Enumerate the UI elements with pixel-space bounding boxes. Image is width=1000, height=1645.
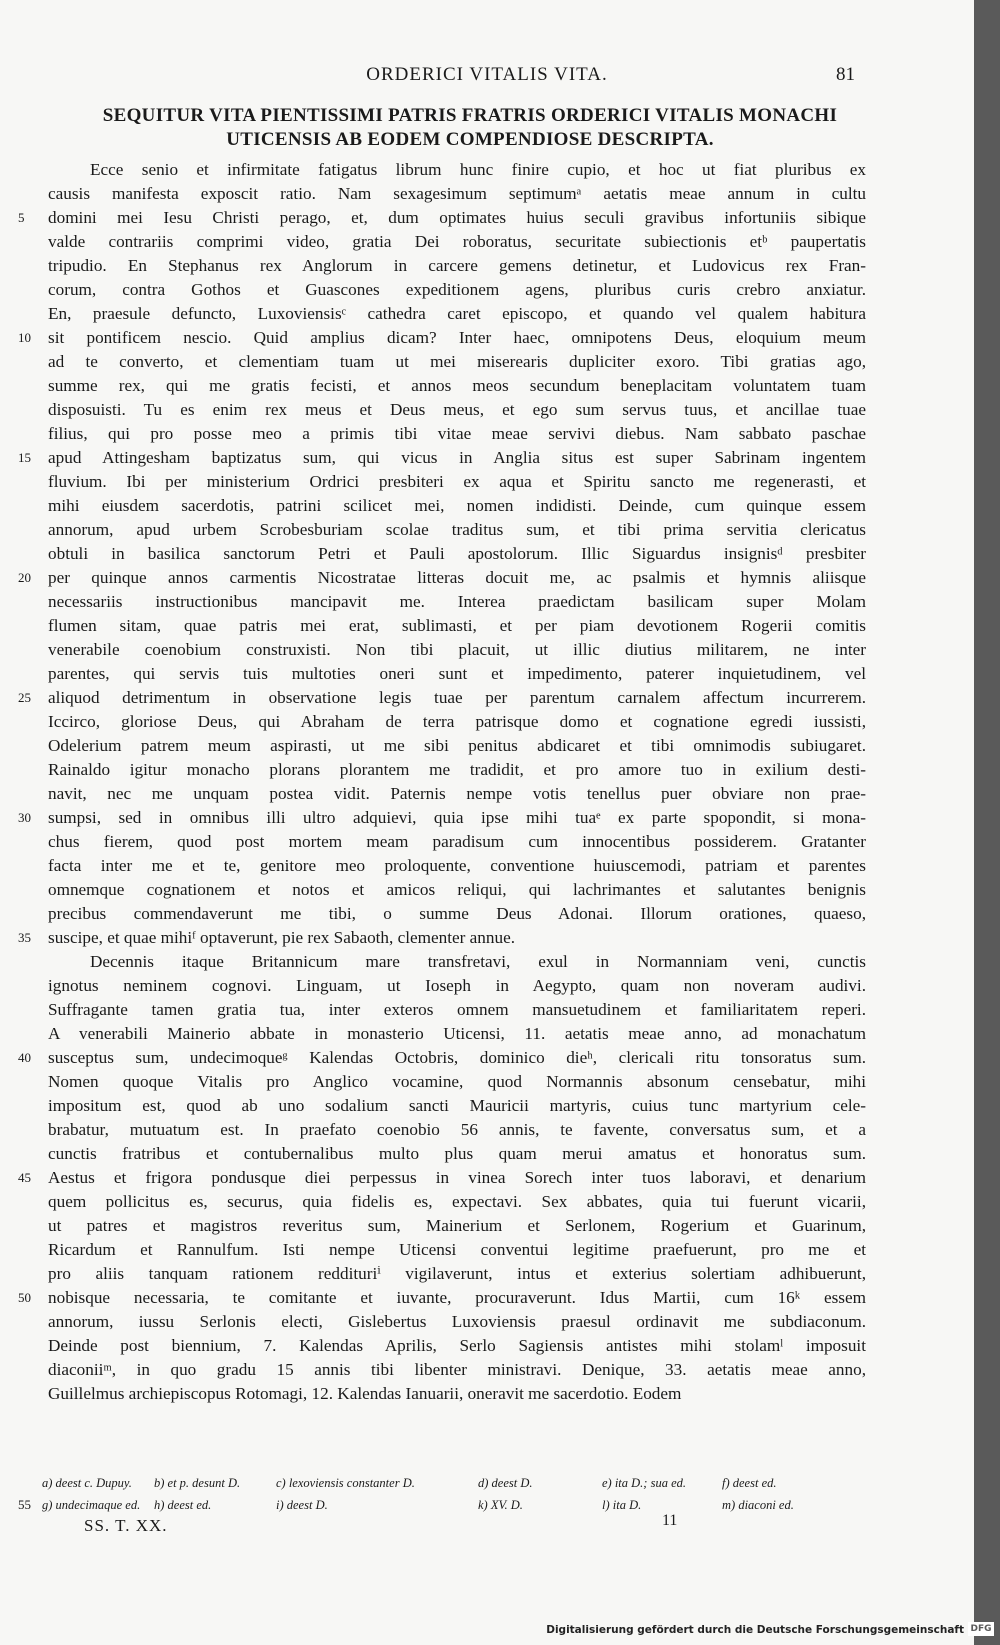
text-line: tripudio. En Stephanus rex Anglorum in carcere gemens detinetur, et Ludovicus rex Fran- [48,256,866,275]
section-heading-line-1: SEQUITUR VITA PIENTISSIMI PATRIS FRATRIS ORDERICI VITALIS MONACHI [102,105,838,126]
text-line: annorum, iussu Serlonis electi, Gislebertus Luxoviensis praesul ordinavit me subdiaconum. [48,1312,866,1331]
text-line: nobisque necessaria, te comitante et iuvante, procuraverunt. Idus Martii, cum 16ᵏ essem [48,1288,866,1307]
text-line: ut patres et magistros reveritus sum, Mainerium et Serlonem, Rogerium et Guarinum, [48,1216,866,1235]
footnote-entry: i) deest D. [276,1498,328,1512]
text-line: Nomen quoque Vitalis pro Anglico vocamine, quod Normannis absonum censebatur, mihi [48,1072,866,1091]
line-number: 25 [18,690,31,705]
footnote-entry: m) diaconi ed. [722,1498,794,1512]
running-title: ORDERICI VITALIS VITA. [366,64,608,85]
signature-mark: SS. T. XX. [84,1516,168,1535]
line-number: 40 [18,1050,31,1065]
text-line: impositum est, quod ab uno sodalium sancti Mauricii martyris, cuius tunc martyrium cele- [48,1096,866,1115]
footnote-entry: d) deest D. [478,1476,533,1490]
line-number: 10 [18,330,31,345]
text-line: suscipe, et quae mihiᶠ optaverunt, pie rex Sabaoth, clementer annue. [48,928,516,947]
sheet-number: 11 [662,1512,678,1529]
footnote-entry: l) ita D. [602,1498,642,1512]
line-number: 15 [18,450,31,465]
text-line: aliquod detrimentum in observatione legis tuae per parentum carnalem affectum incurrerem. [48,688,866,707]
text-line: causis manifesta exposcit ratio. Nam sexagesimum septimumᵃ aetatis meae annum in cultu [48,184,866,203]
text-line: corum, contra Gothos et Guascones expeditionem agens, pluribus curis crebro anxiatur. [48,280,866,299]
text-line: Decennis itaque Britannicum mare transfretavi, exul in Normanniam veni, cunctis [90,952,866,971]
text-line: brabatur, mutuatum est. In praefato coenobio 56 annis, te favente, conversatus sum, et a [48,1120,866,1139]
text-line: ignotus neminem cognovi. Linguam, ut Ioseph in Aegypto, quam non noveram audivi. [48,976,866,995]
text-line: summe rex, qui me gratis fecisti, et annos meos secundum beneplacitam voluntatem tuam [48,376,866,395]
footnote-entry: c) lexoviensis constanter D. [276,1476,415,1490]
text-line: Suffragante tamen gratia tua, inter exteros omnem mansuetudinem et familiaritatem reperi. [48,1000,866,1019]
text-line: susceptus sum, undecimoqueᵍ Kalendas Octobris, dominico dieʰ, clericali ritu tonsoratus sum. [48,1048,866,1067]
text-line: diaconiiᵐ, in quo gradu 15 annis tibi libenter ministravi. Denique, 33. aetatis meae anno, [48,1360,866,1379]
footnote-row-2 [42,1494,872,1516]
digitization-credit: Digitalisierung gefördert durch die Deutsche Forschungsgemeinschaft [546,1624,964,1636]
footnote-entry: g) undecimaque ed. [42,1498,141,1512]
text-line: Ricardum et Rannulfum. Isti nempe Uticensi conventui legitime praefuerunt, pro me et [48,1240,866,1259]
text-line: Ecce senio et infirmitate fatigatus librum hunc finire cupio, et hoc ut fiat pluribus ex [90,160,866,179]
text-line: En, praesule defuncto, Luxoviensisᶜ cathedra caret episcopo, et quando vel qualem habitura [48,304,866,323]
footnote-entry: a) deest c. Dupuy. [42,1476,132,1490]
running-head [0,64,974,90]
section-heading-line-2: UTICENSIS AB EODEM COMPENDIOSE DESCRIPTA. [226,129,714,150]
footnote-entry: b) et p. desunt D. [154,1476,241,1490]
text-line: annorum, apud urbem Scrobesburiam scolae traditus sum, et tibi prima servitia clericatus [48,520,866,539]
text-line: flumen sitam, quae patris mei erat, sublimasti, et per piam devotionem Rogerii comitis [48,616,866,635]
footnote-entry: k) XV. D. [478,1498,523,1512]
text-line: per quinque annos carmentis Nicostratae litteras docuit me, ac psalmis et hymnis aliisque [48,568,866,587]
text-line: Deinde post biennium, 7. Kalendas Aprilis, Serlo Sagiensis antistes mihi stolamˡ imposuit [48,1336,866,1355]
text-line: filius, qui pro posse meo a primis tibi vitae meae servivi diebus. Nam sabbato paschae [48,424,866,443]
text-line: apud Attingesham baptizatus sum, qui vicus in Anglia situs est super Sabrinam ingentem [48,448,866,467]
line-number: 45 [18,1170,31,1185]
text-line: navit, nec me unquam postea vidit. Paternis nempe votis tenellus puer obviare non prae- [48,784,866,803]
text-line: fluvium. Ibi per ministerium Ordrici presbiteri ex aqua et Spiritu sancto me regenerasti, et [48,472,866,491]
text-line: disposuisti. Tu es enim rex meus et Deus meus, et ego sum servus tuus, et ancillae tuae [48,400,866,419]
text-line: chus fierem, quod post mortem meam paradisum cum innocentibus possiderem. Gratanter [48,832,866,851]
dfg-logo: DFG [968,1622,994,1636]
text-line: facta inter me et te, genitore meo proloquente, conventione huiuscemodi, patriam et parentes [48,856,866,875]
text-line: Iccirco, gloriose Deus, qui Abraham de terra patrisque domo et cognatione egredi iussisti, [48,712,866,731]
text-line: Guillelmus archiepiscopus Rotomagi, 12. Kalendas Ianuarii, oneravit me sacerdotio. Eodem [48,1384,682,1403]
text-line: pro aliis tanquam rationem reddituriⁱ vigilaverunt, intus et exterius solertiam adhibuerunt, [48,1264,866,1283]
footnote-row-1 [42,1472,872,1494]
text-line: necessariis instructionibus mancipavit me. Interea praedictam basilicam super Molam [48,592,866,611]
text-line: ad te converto, et clementiam tuam ut mei miserearis dupliciter exoro. Tibi gratias ago, [48,352,866,371]
text-line: omnemque cognationem et notos et amicos reliqui, qui lachrimantes et salutantes benignis [48,880,866,899]
line-number: 50 [18,1290,31,1305]
text-line: venerabile coenobium construxisti. Non tibi placuit, ut illic diutius militarem, ne inter [48,640,866,659]
text-line: precibus commendaverunt me tibi, o summe Deus Adonai. Illorum orationes, quaeso, [48,904,866,923]
text-line: valde contrariis comprimi video, gratia Dei roboratus, securitate subiectionis etᵇ paupertatis [48,232,866,251]
footnote-line-number: 55 [18,1497,31,1512]
text-line: Odelerium patrem meum aspirasti, ut me sibi penitus abdicaret et tibi omnimodis subiugaret. [48,736,866,755]
text-line: quem pollicitus es, securus, quia fidelis es, expectavi. Sex abbates, quia tui fuerunt vicarii, [48,1192,866,1211]
text-line: cunctis fratribus et contubernalibus multo plus quam merui amatus et honoratus sum. [48,1144,866,1163]
page-number: 81 [836,64,855,85]
line-number: 35 [18,930,31,945]
footnote-entry: h) deest ed. [154,1498,212,1512]
footnote-entry: e) ita D.; sua ed. [602,1476,687,1490]
text-line: parentes, qui servis tuis multoties oneri sunt et impedimento, paterer inquietudinem, vel [48,664,866,683]
text-line: mihi eiusdem sacerdotis, patrini scilicet mei, nomen indidisti. Deinde, cum quinque essem [48,496,866,515]
line-number: 30 [18,810,31,825]
text-line: Rainaldo igitur monacho plorans plorantem me tradidit, et pro amore tuo in exilium desti- [48,760,866,779]
footnote-entry: f) deest ed. [722,1476,777,1490]
text-line: sit pontificem nescio. Quid amplius dicam? Inter haec, omnipotens Deus, eloquium meum [48,328,866,347]
text-line: obtuli in basilica sanctorum Petri et Pauli apostolorum. Illic Siguardus insignisᵈ presbiter [48,544,866,563]
text-line: domini mei Iesu Christi perago, et, dum optimates huius seculi gravibus infortuniis sibique [48,208,866,227]
text-line: A venerabili Mainerio abbate in monasterio Uticensi, 11. aetatis meae anno, ad monachatum [48,1024,866,1043]
section-heading [60,104,880,152]
line-number: 20 [18,570,31,585]
line-number: 5 [18,210,25,225]
text-line: Aestus et frigora pondusque diei perpessus in vinea Sorech inter tuos laboravi, et denarium [48,1168,866,1187]
text-line: sumpsi, sed in omnibus illi ultro adquievi, quia ipse mihi tuaᵉ ex parte spopondit, si mona- [48,808,866,827]
